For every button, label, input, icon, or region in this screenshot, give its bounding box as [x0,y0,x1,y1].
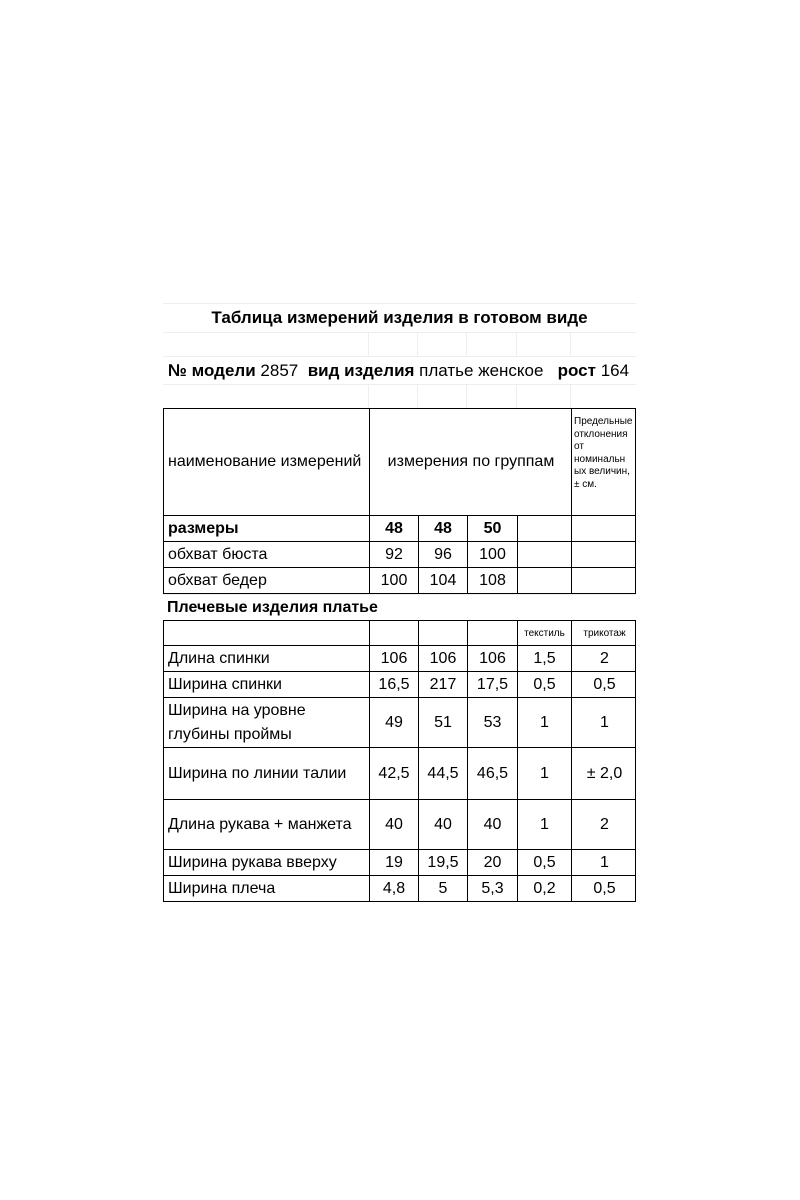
measurement-value: 19 [369,850,418,875]
knit-header: трикотаж [571,621,637,645]
knit-tolerance: 1 [571,698,637,747]
height-value: 164 [600,360,630,380]
knit-tolerance: 1 [571,850,637,875]
measurement-value: 16,5 [369,672,418,697]
measurement-label: Ширина рукава вверху [168,853,337,871]
measurement-value: 106 [369,646,418,671]
textile-tolerance: 0,5 [517,672,571,697]
measurement-value: 44,5 [418,748,467,799]
empty-cell [517,542,571,567]
knit-tolerance: ± 2,0 [571,748,637,799]
model-value: 2857 [260,360,299,380]
tolerance-column-header: Предельные отклонения от номинальн ых величин, ± см. [571,409,637,515]
empty-cell [517,516,571,541]
measurement-value: 4,8 [369,876,418,901]
size-value: 96 [418,542,467,567]
measurement-value: 5,3 [467,876,517,901]
model-row [163,356,636,384]
measurement-value: 42,5 [369,748,418,799]
measurement-label: Ширина плеча [168,879,276,897]
empty-cell [571,568,637,593]
name-column-header: наименование измерений [168,453,362,470]
measurement-row [163,672,636,698]
empty-cell [571,542,637,567]
measurement-row [163,698,636,748]
tolerance-subheader-row [163,620,636,646]
textile-tolerance: 1,5 [517,646,571,671]
empty-cell [571,516,637,541]
section-row [163,594,636,620]
size-value: 100 [369,568,418,593]
size-row [163,516,636,542]
size-value: 48 [418,516,467,541]
height-label: рост [557,360,596,380]
size-value: 104 [418,568,467,593]
table-title: Таблица измерений изделия в готовом виде [211,308,588,327]
textile-tolerance: 1 [517,748,571,799]
size-row-label: размеры [168,519,239,537]
header-row [163,408,636,516]
size-row-label: обхват бедер [168,571,267,589]
measurement-row [163,748,636,800]
measurement-value: 20 [467,850,517,875]
textile-tolerance: 1 [517,800,571,849]
knit-tolerance: 0,5 [571,672,637,697]
measurement-table [163,303,636,902]
measurement-value: 49 [369,698,418,747]
size-row-label: обхват бюста [168,545,268,563]
textile-tolerance: 1 [517,698,571,747]
measurement-value: 51 [418,698,467,747]
empty-cell [517,568,571,593]
size-value: 92 [369,542,418,567]
measurement-row [163,850,636,876]
empty-row [163,384,636,408]
measurement-row [163,646,636,672]
knit-tolerance: 2 [571,646,637,671]
textile-tolerance: 0,5 [517,850,571,875]
textile-tolerance: 0,2 [517,876,571,901]
groups-column-header: измерения по группам [369,409,572,515]
knit-tolerance: 0,5 [571,876,637,901]
measurement-value: 40 [467,800,517,849]
size-value: 100 [467,542,517,567]
measurement-row [163,876,636,902]
measurement-value: 53 [467,698,517,747]
measurement-value: 46,5 [467,748,517,799]
size-row [163,542,636,568]
type-label: вид изделия [307,360,415,380]
size-row [163,568,636,594]
measurement-value: 5 [418,876,467,901]
measurement-label: Длина рукава + манжета [168,815,352,833]
measurement-label: Длина спинки [168,649,270,667]
section-title: Плечевые изделия платье [167,598,378,616]
measurement-value: 40 [418,800,467,849]
measurement-value: 106 [418,646,467,671]
measurement-value: 40 [369,800,418,849]
measurement-value: 106 [467,646,517,671]
size-value: 48 [369,516,418,541]
size-value: 108 [467,568,517,593]
model-label: № модели [168,360,256,380]
type-value: платье женское [419,360,544,380]
textile-header: текстиль [517,621,571,645]
measurement-label: Ширина на уровне глубины проймы [168,701,306,743]
empty-row [163,332,636,356]
title-row [163,303,636,332]
measurement-value: 19,5 [418,850,467,875]
measurement-value: 17,5 [467,672,517,697]
measurement-row [163,800,636,850]
measurement-label: Ширина спинки [168,675,282,693]
measurement-label: Ширина по линии талии [168,764,347,782]
size-value: 50 [467,516,517,541]
measurement-value: 217 [418,672,467,697]
knit-tolerance: 2 [571,800,637,849]
